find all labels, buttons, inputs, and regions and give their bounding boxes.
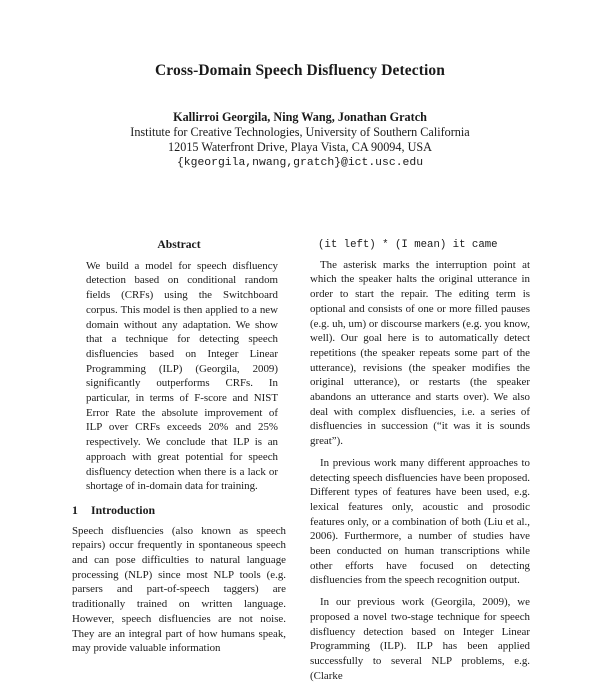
author-email: {kgeorgila,nwang,gratch}@ict.usc.edu	[176, 156, 424, 169]
introduction-text: Speech disfluencies (also known as speech repairs) occur frequently in spontaneous speech and can pose difficulties to natural language processing (NLP) since most NLP tools (e.g. parsers and part-of-speech taggers) are traditionally trained on written language. However, speech disfluencies are not noise. They are an integral part of how humans speak, may provide valuable information	[72, 524, 286, 655]
right-column	[310, 238, 530, 690]
paragraph-our-previous-work: In our previous work (Georgila, 2009), we proposed a novel two-stage technique for speech disfluency detection based on Integer Linear Programming (ILP). ILP has been applied successfully to several NLP problems, e.g. (Clarke	[310, 596, 530, 682]
section-number: 1	[72, 502, 78, 517]
paragraph-interruption-point: The asterisk marks the interruption point at which the speaker halts the original utterance in order to start the repair. The editing term is optional and consists of one or more filled pauses (e.g. uh, um) or discourse markers (e.g. you know, well). Our goal here is to automatically detect repetitions (the speaker repeats some part of the utterance), revisions (the speaker modifies the original utterance), or restarts (the speaker abandons an utterance and starts over). We also deal with complex disfluencies, i.e. a series of disfluencies in succession (“it was it is sounds great”).	[310, 258, 530, 448]
paragraph-previous-work: In previous work many different approaches to detecting speech disfluencies have been proposed. Different types of features have been used, e.g. lexical features only, acoustic and prosodic features only, or a combination of both (Liu et al., 2006). Furthermore, a number of studies have been conducted on human transcriptions while other efforts have focused on detecting disfluencies from the speech recognition output.	[310, 456, 530, 587]
paper-title: Cross-Domain Speech Disfluency Detection	[154, 62, 445, 79]
section-heading-introduction	[72, 503, 286, 518]
author-address: 12015 Waterfront Drive, Playa Vista, CA 90094, USA	[168, 140, 432, 155]
abstract-heading: Abstract	[157, 238, 201, 251]
author-affiliation: Institute for Creative Technologies, University of Southern California	[130, 125, 470, 140]
abstract-text: We build a model for speech disfluency detection based on conditional random fields (CRFs) using the Switchboard corpus. This model is then applied to a new domain without any adaptation. We show that a technique for detecting speech disfluencies based on Integer Linear Programming (ILP) (Georgila, 2009) significantly outperforms CRFs. In particular, in terms of F-score and NIST Error Rate the absolute improvement of ILP over CRFs exceeds 20% and 25% respectively. We conclude that ILP is an approach with great potential for speech disfluency detection when there is a lack or shortage of in-domain data for training.	[86, 259, 278, 493]
section-title: Introduction	[91, 502, 156, 517]
author-names: Kallirroi Georgila, Ning Wang, Jonathan Gratch	[173, 110, 427, 124]
author-block	[0, 110, 600, 171]
left-column	[72, 238, 286, 656]
disfluency-example: (it left) * (I mean) it came	[318, 239, 498, 251]
